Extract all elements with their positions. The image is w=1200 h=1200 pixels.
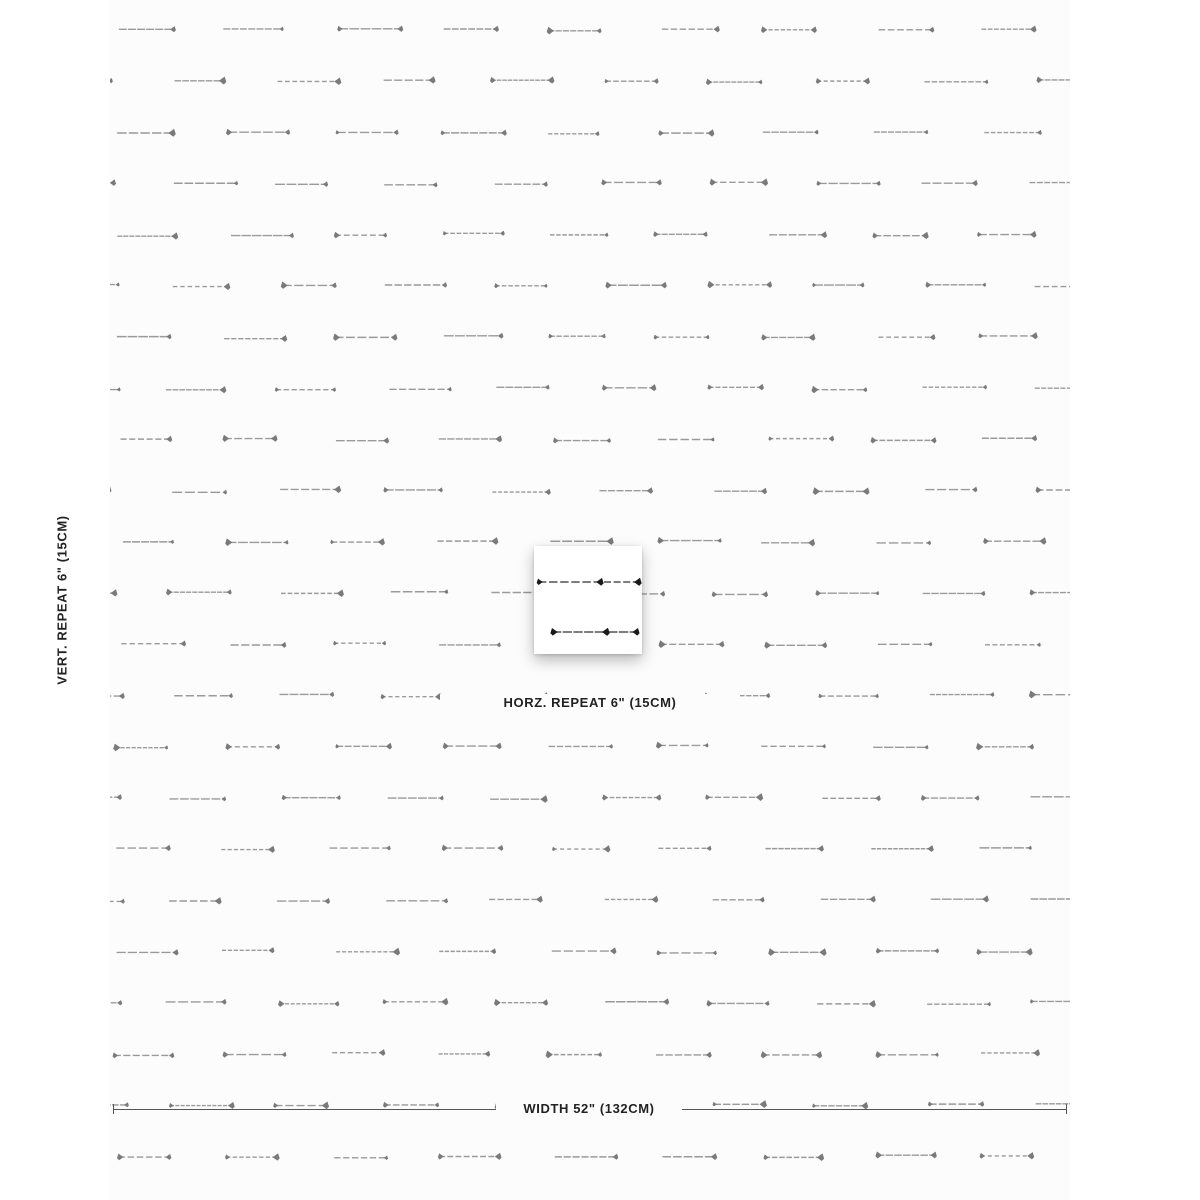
- stitch-mark: [549, 744, 613, 749]
- stitch-mark: [1030, 588, 1070, 596]
- stitch-mark: [662, 1153, 717, 1160]
- stitch-mark: [333, 334, 397, 341]
- stitch-mark: [976, 948, 1032, 956]
- stitch-mark: [384, 76, 436, 83]
- stitch-mark: [871, 845, 933, 852]
- stitch-mark: [439, 435, 502, 442]
- stitch-mark: [547, 27, 602, 35]
- stitch-mark: [336, 129, 399, 135]
- stitch-mark: [653, 231, 707, 237]
- stitch-mark: [442, 845, 504, 851]
- stitch-mark: [985, 643, 1041, 647]
- width-dimension-tick-left: [113, 1104, 114, 1114]
- stitch-mark: [223, 27, 283, 31]
- stitch-mark: [117, 129, 176, 137]
- stitch-mark: [658, 640, 724, 648]
- stitch-mark: [768, 948, 826, 956]
- stitch-mark: [873, 745, 928, 749]
- stitch-mark: [117, 949, 179, 955]
- stitch-mark: [658, 846, 711, 851]
- stitch-mark: [437, 537, 498, 545]
- stitch-mark: [175, 77, 227, 85]
- stitch-mark: [281, 589, 344, 597]
- stitch-mark: [879, 334, 936, 340]
- stitch-mark: [927, 1002, 991, 1006]
- stitch-mark: [275, 181, 328, 187]
- stitch-mark: [768, 435, 834, 441]
- stitch-mark: [550, 232, 608, 237]
- stitch-mark: [281, 281, 337, 288]
- stitch-mark: [1036, 1101, 1070, 1106]
- stitch-mark: [1035, 385, 1070, 391]
- stitch-mark: [1036, 487, 1070, 493]
- stitch-mark: [714, 488, 767, 494]
- stitch-mark: [878, 642, 932, 647]
- stitch-mark: [280, 485, 341, 493]
- stitch-mark: [980, 846, 1032, 850]
- stitch-mark: [874, 130, 928, 134]
- stitch-mark: [334, 1155, 388, 1159]
- stitch-mark: [713, 1100, 767, 1108]
- stitch-mark: [984, 130, 1041, 135]
- stitch-mark: [495, 181, 548, 186]
- stitch-mark: [925, 282, 986, 288]
- stitch-mark: [550, 537, 613, 545]
- stitch-mark: [1030, 179, 1070, 185]
- stitch-mark: [977, 231, 1036, 238]
- stitch-mark: [172, 490, 227, 495]
- stitch-mark: [334, 232, 387, 238]
- stitch-mark: [336, 437, 389, 443]
- stitch-mark: [173, 283, 231, 290]
- stitch-mark: [816, 181, 880, 186]
- stitch-mark: [381, 693, 442, 700]
- stitch-mark: [608, 628, 640, 636]
- stitch-mark: [439, 1051, 491, 1057]
- stitch-mark: [537, 578, 604, 586]
- stitch-mark: [763, 130, 819, 135]
- stitch-mark: [871, 437, 937, 444]
- stitch-mark: [922, 385, 987, 390]
- stitch-mark: [548, 131, 599, 136]
- stitch-mark: [225, 538, 288, 546]
- stitch-mark: [110, 77, 113, 84]
- stitch-mark: [555, 1154, 619, 1160]
- stitch-mark: [761, 744, 826, 748]
- stitch-mark: [764, 642, 827, 649]
- stitch-mark: [710, 178, 768, 186]
- stitch-mark: [706, 79, 762, 86]
- stitch-mark: [489, 896, 543, 903]
- stitch-mark: [602, 794, 661, 800]
- stitch-mark: [922, 180, 978, 186]
- stitch-mark: [494, 999, 548, 1006]
- stitch-mark: [813, 487, 870, 495]
- stitch-mark: [875, 1152, 936, 1159]
- stitch-mark: [389, 387, 451, 392]
- stitch-mark: [604, 578, 642, 586]
- stitch-mark: [812, 282, 864, 287]
- vertical-repeat-label: VERT. REPEAT 6" (15CM): [54, 515, 70, 685]
- stitch-mark: [335, 743, 392, 750]
- stitch-mark: [879, 27, 935, 33]
- stitch-mark: [383, 487, 443, 493]
- stitch-mark: [221, 846, 275, 853]
- stitch-mark: [441, 130, 507, 136]
- repeat-swatch: [534, 546, 642, 654]
- stitch-mark: [277, 898, 330, 904]
- stitch-mark: [231, 233, 294, 238]
- stitch-mark: [712, 591, 768, 597]
- stitch-mark: [761, 334, 815, 341]
- stitch-mark: [223, 1051, 287, 1057]
- stitch-mark: [110, 794, 122, 800]
- stitch-mark: [811, 386, 867, 393]
- stitch-mark: [169, 796, 226, 801]
- stitch-mark: [116, 845, 171, 851]
- stitch-mark: [761, 26, 817, 33]
- stitch-mark: [602, 384, 656, 391]
- stitch-mark: [982, 435, 1037, 441]
- stitch-mark: [981, 25, 1036, 32]
- horizontal-repeat-label: HORZ. REPEAT 6" (15CM): [440, 694, 740, 712]
- stitch-mark: [553, 437, 611, 443]
- stitch-mark: [815, 590, 879, 596]
- stitch-mark: [662, 26, 720, 33]
- stitch-mark: [763, 1153, 824, 1161]
- stitch-mark: [978, 332, 1037, 339]
- stitch-mark: [275, 387, 336, 392]
- stitch-mark: [817, 1000, 876, 1008]
- stitch-mark: [174, 181, 238, 186]
- stitch-mark: [385, 282, 447, 288]
- stitch-mark: [981, 1049, 1040, 1056]
- stitch-mark: [821, 896, 876, 903]
- stitch-mark: [121, 436, 173, 442]
- stitch-mark: [169, 1102, 235, 1109]
- stitch-mark: [388, 796, 444, 801]
- stitch-mark: [225, 743, 280, 750]
- stitch-mark: [443, 743, 502, 750]
- stitch-mark: [333, 641, 386, 646]
- stitch-mark: [439, 642, 501, 647]
- stitch-mark: [278, 78, 342, 86]
- stitch-mark: [1031, 896, 1070, 902]
- stitch-mark: [657, 537, 721, 544]
- stitch-mark: [605, 896, 659, 903]
- stitch-mark: [110, 387, 121, 391]
- stitch-mark: [438, 1153, 502, 1160]
- width-dimension-tick-right: [1066, 1104, 1067, 1114]
- stitch-mark: [119, 26, 176, 32]
- stitch-mark: [226, 129, 290, 136]
- stitch-mark: [383, 1102, 439, 1108]
- stitch-mark: [113, 744, 168, 752]
- stitch-mark: [1035, 283, 1070, 290]
- stitch-mark: [337, 26, 403, 32]
- stitch-mark: [921, 795, 980, 801]
- stitch-mark: [656, 742, 709, 749]
- stitch-mark: [548, 334, 605, 339]
- stitch-mark: [816, 77, 870, 84]
- stitch-mark: [169, 897, 222, 904]
- stitch-mark: [658, 437, 715, 441]
- stitch-mark: [492, 489, 551, 495]
- stitch-mark: [930, 692, 995, 697]
- stitch-mark: [605, 998, 669, 1005]
- stitch-mark: [222, 947, 275, 953]
- stitch-mark: [386, 898, 448, 903]
- stitch-mark: [117, 334, 172, 339]
- stitch-mark: [876, 948, 939, 954]
- stitch-mark: [822, 795, 880, 801]
- stitch-mark: [923, 591, 986, 596]
- stitch-mark: [931, 895, 989, 902]
- stitch-mark: [604, 78, 658, 84]
- stitch-mark: [875, 1051, 938, 1058]
- stitch-mark: [490, 795, 548, 803]
- stitch-mark: [230, 642, 286, 648]
- stitch-mark: [110, 1000, 122, 1005]
- stitch-mark: [330, 538, 385, 545]
- stitch-mark: [110, 898, 125, 904]
- stitch-mark: [550, 628, 609, 636]
- stitch-mark: [110, 179, 116, 186]
- stitch-mark: [439, 948, 496, 954]
- stitch-mark: [222, 435, 277, 442]
- stitch-mark: [765, 845, 823, 852]
- stitch-mark: [656, 1052, 712, 1058]
- stitch-mark: [123, 540, 174, 544]
- stitch-mark: [332, 1049, 385, 1056]
- stitch-mark: [174, 693, 233, 698]
- stitch-mark: [225, 1153, 280, 1160]
- stitch-mark: [818, 694, 878, 699]
- stitch-mark: [117, 1153, 171, 1160]
- stitch-mark: [605, 282, 667, 289]
- stitch-mark: [876, 541, 931, 546]
- stitch-mark: [490, 76, 554, 83]
- stitch-mark: [278, 1000, 339, 1007]
- stitch-mark: [444, 333, 504, 339]
- stitch-mark: [924, 79, 988, 84]
- stitch-mark: [713, 897, 765, 903]
- stitch-mark: [443, 231, 505, 236]
- stitch-mark: [166, 386, 226, 393]
- stitch-mark: [121, 641, 186, 647]
- stitch-mark: [925, 487, 977, 493]
- stitch-mark: [391, 589, 448, 594]
- stitch-mark: [707, 281, 772, 288]
- stitch-mark: [552, 845, 610, 852]
- stitch-mark: [1036, 77, 1070, 83]
- stitch-mark: [1030, 998, 1070, 1005]
- stitch-mark: [769, 231, 827, 238]
- stitch-mark: [976, 743, 1034, 751]
- stitch-mark: [383, 998, 449, 1006]
- stitch-mark: [166, 589, 232, 596]
- stitch-mark: [872, 232, 928, 239]
- stitch-mark: [761, 539, 815, 546]
- stitch-mark: [552, 947, 617, 954]
- stitch-mark: [110, 589, 117, 596]
- stitch-mark: [166, 999, 227, 1005]
- stitch-mark: [983, 537, 1046, 545]
- stitch-mark: [980, 1152, 1035, 1159]
- stitch-mark: [336, 948, 400, 956]
- stitch-mark: [282, 795, 341, 801]
- stitch-mark: [224, 335, 287, 342]
- stitch-mark: [110, 487, 112, 493]
- stitch-mark: [761, 1051, 822, 1058]
- stitch-mark: [330, 845, 391, 850]
- stitch-mark: [496, 385, 549, 390]
- stitch-mark: [444, 26, 499, 32]
- stitch-mark: [546, 1051, 602, 1059]
- stitch-mark: [110, 693, 125, 699]
- stitch-mark: [1030, 793, 1070, 801]
- stitch-mark: [601, 179, 662, 185]
- stitch-mark: [110, 282, 120, 286]
- stitch-mark: [654, 335, 710, 340]
- stitch-mark: [1029, 691, 1070, 699]
- stitch-mark: [658, 129, 714, 136]
- stitch-mark: [279, 692, 334, 697]
- width-label: WIDTH 52" (132CM): [496, 1100, 682, 1118]
- stitch-mark: [656, 950, 716, 955]
- stitch-mark: [494, 283, 547, 288]
- stitch-mark: [707, 384, 764, 390]
- stitch-mark: [706, 1000, 769, 1007]
- stitch-mark: [928, 1101, 984, 1107]
- swatch-stitch-graphic: [534, 546, 642, 654]
- stitch-mark: [113, 1052, 175, 1058]
- stitch-mark: [705, 793, 763, 801]
- stitch-mark: [599, 487, 652, 494]
- stitch-mark: [117, 232, 178, 239]
- stitch-mark: [384, 182, 437, 187]
